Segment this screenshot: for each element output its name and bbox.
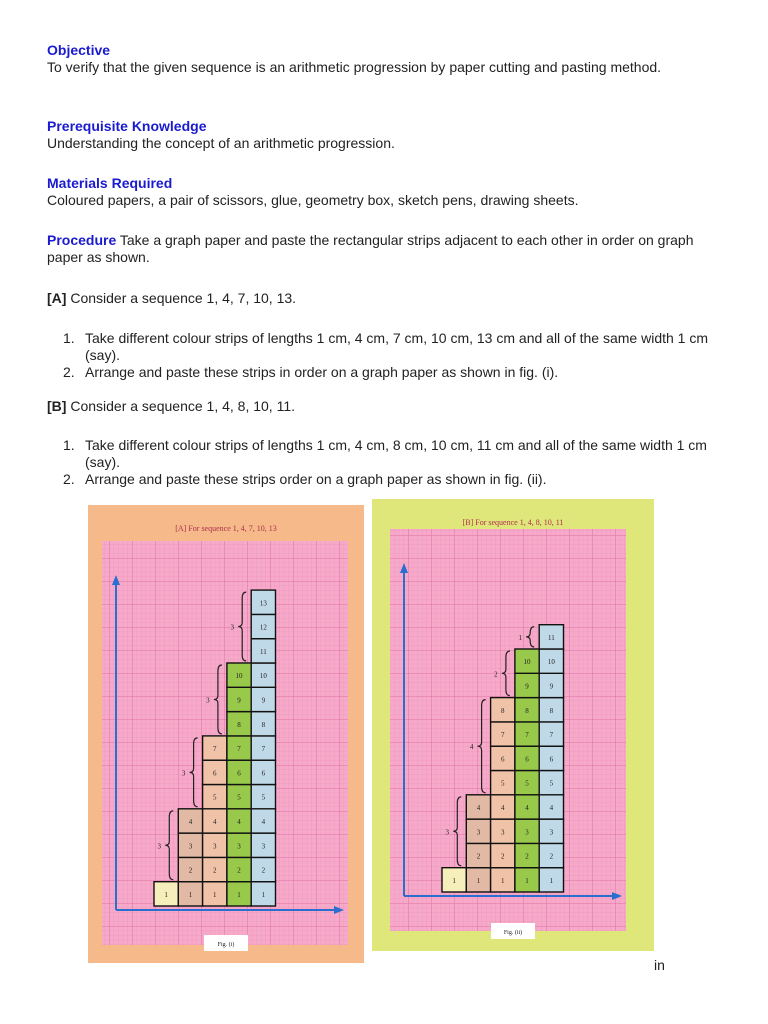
strip-label: 1	[476, 876, 481, 885]
strip-label: 8	[501, 706, 505, 715]
strip-label: 10	[235, 672, 243, 681]
strip-label: 5	[501, 779, 505, 788]
figure-caption: [A] For sequence 1, 4, 7, 10, 13	[175, 524, 277, 533]
difference-label: 3	[445, 828, 450, 837]
strip-label: 3	[476, 828, 481, 837]
difference-label: 2	[494, 670, 498, 679]
difference-label: 1	[518, 633, 522, 642]
list-number: 1.	[63, 437, 75, 453]
strip-label: 6	[261, 769, 266, 778]
procedure-section	[47, 232, 727, 266]
difference-label: 3	[157, 842, 162, 851]
objective-section	[47, 42, 727, 76]
strip-label: 2	[188, 866, 193, 875]
list-item	[47, 471, 727, 488]
materials-heading: Materials Required	[47, 175, 173, 191]
part-a-intro	[47, 290, 727, 307]
figures-image	[86, 489, 656, 972]
strip-label: 10	[523, 658, 531, 667]
strip-label: 2	[501, 852, 505, 861]
strip-label: 4	[188, 817, 193, 826]
strip-label: 4	[549, 803, 554, 812]
strip-label: 4	[237, 817, 241, 826]
strip-label: 1	[237, 890, 241, 899]
strip-label: 4	[476, 803, 481, 812]
strip-label: 3	[549, 828, 554, 837]
strip-label: 6	[549, 755, 554, 764]
strip-label: 6	[501, 755, 505, 764]
strip-label: 8	[525, 706, 529, 715]
procedure-text: Take a graph paper and paste the rectangular strips adjacent to each other in order on graph paper as shown.	[47, 232, 694, 265]
list-item	[47, 330, 727, 364]
strip-label: 1	[525, 876, 529, 885]
strip-label: 1	[213, 890, 217, 899]
strip-label: 7	[525, 731, 529, 740]
strip-label: 1	[549, 876, 554, 885]
strip-label: 3	[501, 828, 505, 837]
strip-label: 1	[188, 890, 193, 899]
difference-label: 3	[206, 696, 210, 705]
strip-label: 1	[261, 890, 266, 899]
strip-label: 11	[259, 647, 267, 656]
figure-a	[88, 505, 364, 963]
strip-label: 5	[549, 779, 554, 788]
list-number: 2.	[63, 471, 75, 487]
strip-label: 8	[237, 720, 241, 729]
strip-label: 6	[213, 769, 217, 778]
strip-label: 6	[237, 769, 241, 778]
strip-label: 2	[261, 866, 266, 875]
strip-label: 4	[213, 817, 217, 826]
list-item	[47, 364, 727, 381]
strip-label: 5	[525, 779, 529, 788]
strip-label: 8	[261, 720, 266, 729]
difference-label: 4	[469, 743, 474, 752]
list-text: Take different colour strips of lengths 1 cm, 4 cm, 8 cm, 10 cm, 11 cm and all of the same width 1 cm (say).	[85, 437, 707, 470]
strip-label: 3	[525, 828, 529, 837]
strip-label: 9	[549, 682, 554, 691]
strip-label: 7	[261, 745, 266, 754]
list-text: Arrange and paste these strips order on a graph paper as shown in fig. (ii).	[85, 471, 547, 487]
prerequisite-section	[47, 118, 727, 152]
part-a-label: [A]	[47, 290, 67, 306]
part-b-label: [B]	[47, 398, 67, 414]
strip-label: 6	[525, 755, 529, 764]
prerequisite-text: Understanding the concept of an arithmetic progression.	[47, 135, 395, 151]
strip-label: 11	[547, 633, 555, 642]
strip-label: 2	[213, 866, 217, 875]
materials-text: Coloured papers, a pair of scissors, glue, geometry box, sketch pens, drawing sheets.	[47, 192, 579, 208]
strip-label: 2	[237, 866, 241, 875]
strip-label: 5	[261, 793, 266, 802]
strip-label: 3	[261, 842, 266, 851]
strip-label: 10	[259, 672, 267, 681]
list-number: 1.	[63, 330, 75, 346]
strip-label: 4	[501, 803, 505, 812]
part-a-steps	[47, 330, 727, 381]
strip-label: 9	[237, 696, 241, 705]
part-a-text: Consider a sequence 1, 4, 7, 10, 13.	[66, 290, 297, 306]
figure-caption: [B] For sequence 1, 4, 8, 10, 11	[462, 518, 564, 527]
strip-label: 3	[237, 842, 241, 851]
strip-label: 9	[525, 682, 529, 691]
part-b-text: Consider a sequence 1, 4, 8, 10, 11.	[66, 398, 295, 414]
figure-label: Fig. (i)	[217, 942, 235, 948]
strip-label: 10	[547, 658, 555, 667]
strip-label: 7	[501, 731, 505, 740]
prerequisite-heading: Prerequisite Knowledge	[47, 118, 207, 134]
strip-label: 1	[501, 876, 505, 885]
strip-label: 2	[525, 852, 529, 861]
strip-label: 5	[237, 793, 241, 802]
materials-section	[47, 175, 727, 209]
strip-label: 7	[237, 745, 241, 754]
objective-text: To verify that the given sequence is an arithmetic progression by paper cutting and pasting method.	[47, 59, 662, 75]
strip-label: 2	[549, 852, 554, 861]
list-text: Arrange and paste these strips in order on a graph paper as shown in fig. (i).	[85, 364, 559, 380]
list-text: Take different colour strips of lengths 1 cm, 4 cm, 7 cm, 10 cm, 13 cm and all of the same width 1 cm (say).	[85, 330, 709, 363]
strip-label: 7	[549, 731, 554, 740]
strip-label: 7	[213, 745, 217, 754]
trailing-text: in	[654, 957, 665, 973]
part-b-steps	[47, 437, 727, 488]
strip-label: 8	[549, 706, 554, 715]
list-number: 2.	[63, 364, 75, 380]
strip-label: 4	[525, 803, 529, 812]
strip-label: 9	[261, 696, 266, 705]
strip-label: 12	[259, 623, 267, 632]
strip-label: 1	[452, 876, 456, 885]
strip-label: 2	[476, 852, 481, 861]
difference-label: 3	[230, 623, 234, 632]
list-item	[47, 437, 727, 471]
strip-label: 13	[259, 599, 267, 608]
difference-label: 3	[181, 769, 186, 778]
strip-label: 3	[188, 842, 193, 851]
strip-label: 4	[261, 817, 266, 826]
figure-b	[372, 499, 654, 951]
strip-label: 5	[213, 793, 217, 802]
procedure-label: Procedure	[47, 232, 117, 248]
objective-heading: Objective	[47, 42, 111, 58]
document-body	[47, 42, 727, 76]
part-b-intro	[47, 398, 727, 415]
strip-label: 3	[213, 842, 217, 851]
strip-label: 1	[164, 890, 168, 899]
figure-label: Fig. (ii)	[503, 930, 523, 936]
